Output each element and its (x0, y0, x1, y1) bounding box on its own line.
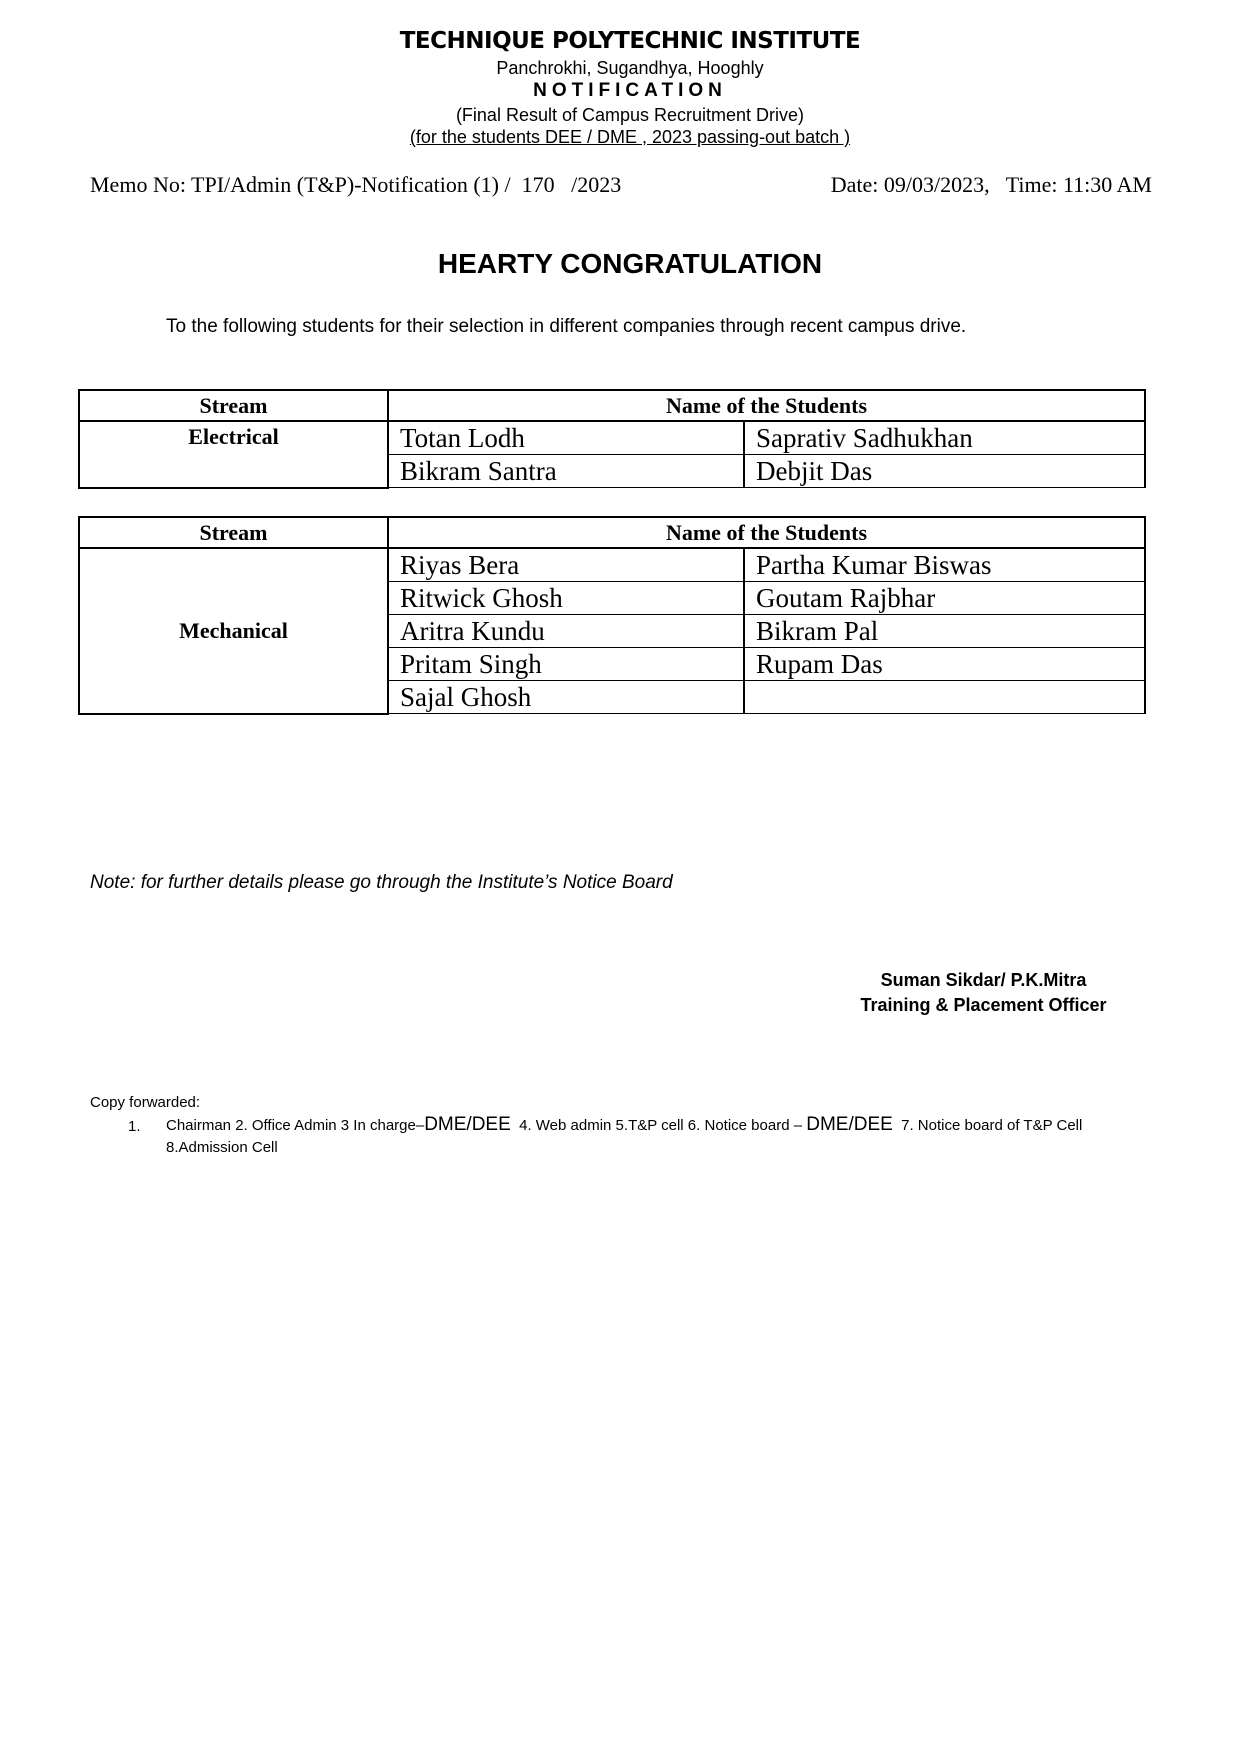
institute-name: TECHNIQUE POLYTECHNIC INSTITUTE (399, 28, 861, 54)
student-name: Goutam Rajbhar (744, 582, 1145, 615)
student-name: Aritra Kundu (388, 615, 744, 648)
memo-number: Memo No: TPI/Admin (T&P)-Notification (1) / 170 /2023 (90, 172, 622, 197)
stream-header: Stream (79, 517, 388, 548)
student-name: Ritwick Ghosh (388, 582, 744, 615)
copy-recipients-b: 4. Web admin 5.T&P cell 6. Notice board – (510, 1117, 807, 1134)
student-name: Debjit Das (744, 455, 1145, 488)
names-header: Name of the Students (388, 517, 1145, 548)
dept-codes: DME/DEE (424, 1114, 511, 1135)
mechanical-students-table (78, 516, 1146, 715)
student-name: Saprativ Sadhukhan (744, 421, 1145, 455)
note-text: Note: for further details please go through the Institute’s Notice Board (90, 872, 673, 893)
student-name: Riyas Bera (388, 548, 744, 582)
table-row (79, 548, 1145, 582)
copy-line-1 (166, 1114, 1146, 1137)
stream-cell: Electrical (79, 421, 388, 488)
copy-recipients-a: Chairman 2. Office Admin 3 In charge– (166, 1117, 425, 1134)
names-header: Name of the Students (388, 390, 1145, 421)
table-row (79, 421, 1145, 455)
copy-list-number: 1. (128, 1118, 141, 1135)
student-name: Totan Lodh (388, 421, 744, 455)
empty-cell (744, 681, 1145, 714)
copy-forwarded-label: Copy forwarded: (90, 1094, 201, 1111)
copy-forwarded-list (166, 1114, 1146, 1159)
electrical-students-table (78, 389, 1146, 489)
copy-recipients-c: 7. Notice board of T&P Cell (892, 1117, 1083, 1134)
student-name: Partha Kumar Biswas (744, 548, 1145, 582)
table-header-row (79, 390, 1145, 421)
student-name: Bikram Santra (388, 455, 744, 488)
stream-header: Stream (79, 390, 388, 421)
notification-title: NOTIFICATION (533, 80, 727, 101)
stream-cell: Mechanical (79, 548, 388, 714)
batch-line: (for the students DEE / DME , 2023 passing-out batch ) (409, 127, 851, 147)
signatory-designation: Training & Placement Officer (860, 995, 1107, 1015)
notification-subtitle: (Final Result of Campus Recruitment Drive) (455, 105, 805, 125)
copy-line-2: 8.Admission Cell (166, 1139, 278, 1156)
student-name: Pritam Singh (388, 648, 744, 681)
signatory-names: Suman Sikdar/ P.K.Mitra (880, 970, 1087, 990)
student-name: Bikram Pal (744, 615, 1145, 648)
intro-text: To the following students for their selection in different companies through recent campus drive. (166, 316, 967, 337)
date-time: Date: 09/03/2023, Time: 11:30 AM (830, 172, 1152, 197)
student-name: Sajal Ghosh (388, 681, 744, 714)
dept-codes: DME/DEE (806, 1114, 893, 1135)
table-header-row (79, 517, 1145, 548)
institute-address: Panchrokhi, Sugandhya, Hooghly (496, 58, 764, 78)
page-heading: HEARTY CONGRATULATION (437, 248, 823, 279)
student-name: Rupam Das (744, 648, 1145, 681)
